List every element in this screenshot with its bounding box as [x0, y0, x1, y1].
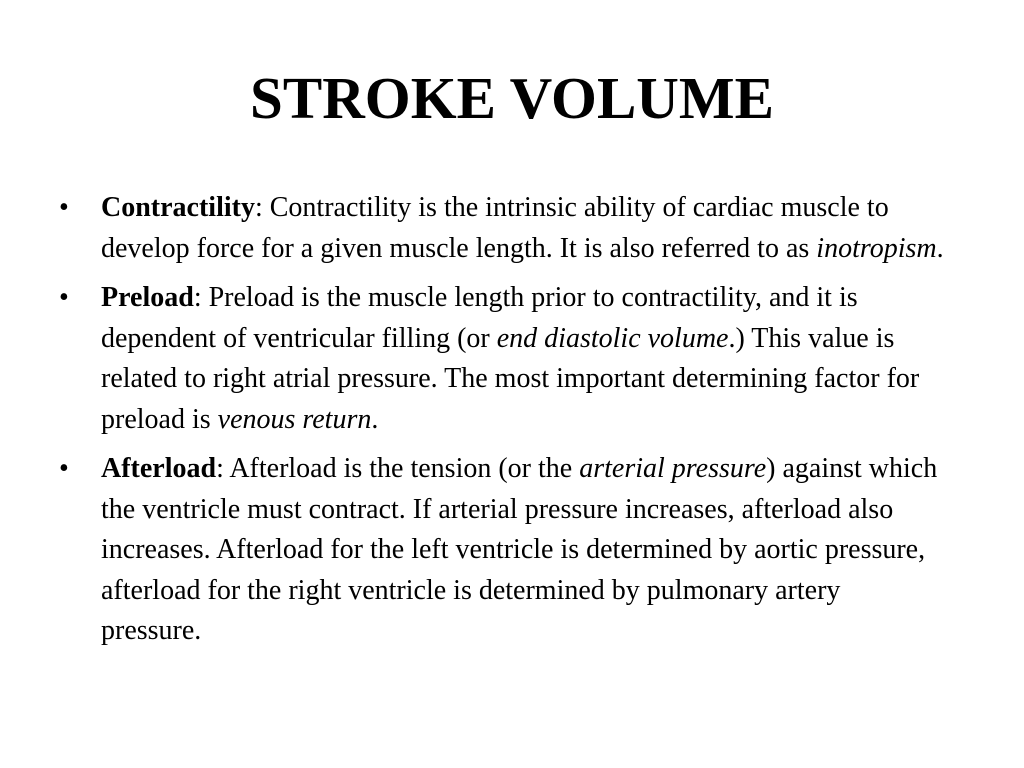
bullet-emphasis: arterial pressure [579, 453, 767, 484]
bullet-term: Preload [101, 282, 194, 313]
bullet-emphasis: venous return [217, 403, 372, 435]
bullet-preload [57, 278, 947, 440]
bullet-text: .) This value is related to right atrial pressure. The most important determining factor for preload is [101, 322, 920, 435]
bullet-contractility [57, 188, 947, 269]
bullet-text: . [371, 403, 379, 435]
bullet-afterload [57, 449, 947, 652]
bullet-dot-icon: • [59, 192, 69, 223]
bullet-dot-icon: • [59, 453, 69, 484]
bullet-separator: : [216, 453, 230, 484]
bullet-separator: : [193, 282, 209, 313]
bullet-text: Afterload is the tension (or the [229, 453, 580, 484]
bullet-term: Contractility [101, 192, 255, 223]
slide-title: STROKE VOLUME [250, 65, 774, 131]
bullet-list [57, 188, 947, 652]
bullet-text: Preload is the muscle length prior to contractility, and it is dependent of ventricular filling (or [101, 282, 858, 354]
bullet-text: ) against which the ventricle must contract. If arterial pressure increases, afterload also increases. Afterload for the left ventricle is determined by aortic pressure, afterload for the right ventricle is determined by pulmonary artery pressure. [101, 453, 938, 646]
bullet-term: Afterload [101, 453, 217, 484]
bullet-emphasis: inotropism [816, 232, 937, 264]
bullet-emphasis: end diastolic volume [496, 322, 729, 354]
bullet-text: . [936, 232, 944, 264]
bullet-separator: : [254, 192, 270, 223]
bullet-dot-icon: • [59, 282, 69, 313]
bullet-text: Contractility is the intrinsic ability of cardiac muscle to develop force for a given muscle length. It is also referred to as [101, 192, 889, 264]
